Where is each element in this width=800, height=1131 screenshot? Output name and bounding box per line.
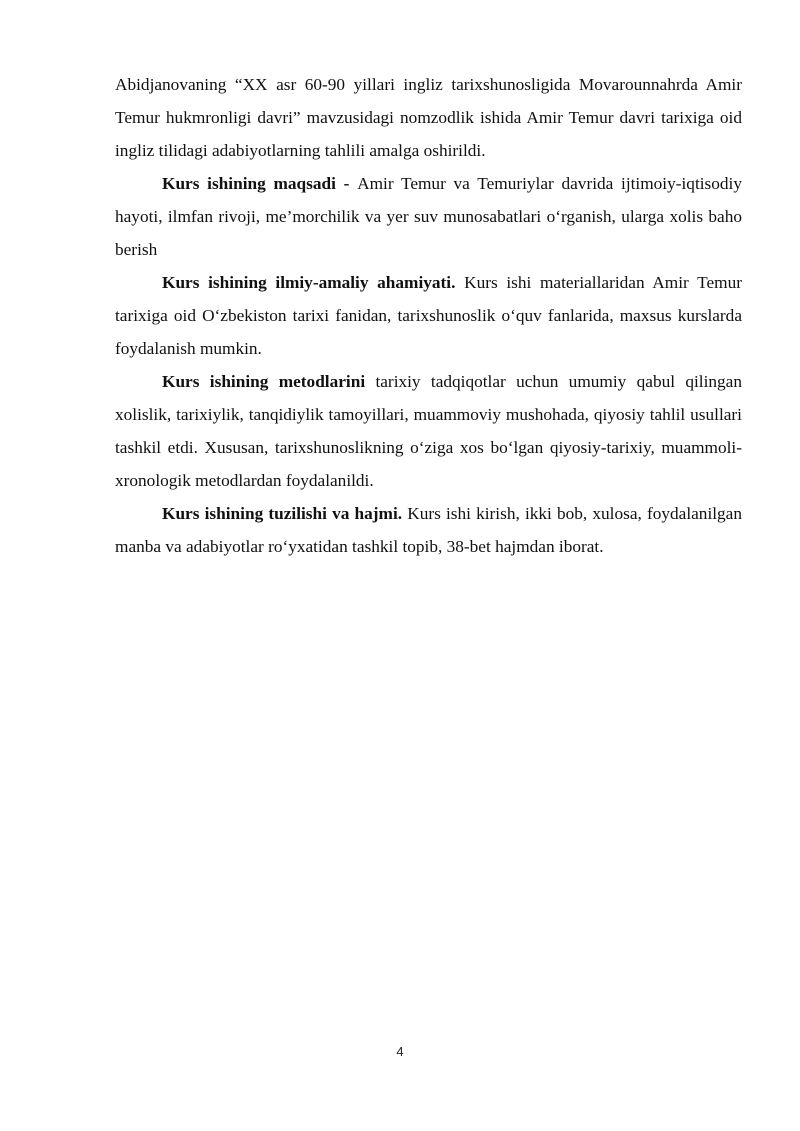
paragraph-methods xyxy=(115,365,742,497)
paragraph-text: Kurs ishi kirish, ikki bob, xulosa, foydalanilgan manba va adabiyotlar ro‘yxatidan tashkil topib, 38-bet hajmdan iborat. xyxy=(115,504,742,556)
paragraph-text: Kurs ishi materiallaridan Amir Temur tarixiga oid O‘zbekiston tarixi fanidan, tarixshunoslik o‘quv fanlarida, maxsus kurslarda foydalanish mumkin. xyxy=(115,273,742,358)
paragraph-text: Amir Temur va Temuriylar davrida ijtimoiy-iqtisodiy hayoti, ilmfan rivoji, me’morchilik va yer suv munosabatlari o‘rganish, ularga xolis baho berish xyxy=(115,174,742,259)
paragraph-heading: Kurs ishining metodlarini xyxy=(162,372,366,391)
paragraph-intro xyxy=(115,68,742,167)
page-number: 4 xyxy=(396,1044,404,1059)
paragraph-text: tarixiy tadqiqotlar uchun umumiy qabul qilingan xolislik, tarixiylik, tanqidiylik tamoyillari, muammoviy mushohada, qiyosiy tahlil usullari tashkil etdi. Xususan, tarixshunoslikning o‘ziga xos bo‘lgan qiyosiy-tarixiy, muammoli-xronologik metodlardan foydalanildi. xyxy=(115,372,742,490)
document-body xyxy=(115,68,742,563)
paragraph-structure xyxy=(115,497,742,563)
paragraph-heading: Kurs ishining tuzilishi va hajmi. xyxy=(162,504,403,523)
paragraph-heading: Kurs ishining ilmiy-amaliy ahamiyati. xyxy=(162,273,456,292)
paragraph-goal xyxy=(115,167,742,266)
paragraph-text: Abidjanovaning “XX asr 60-90 yillari ingliz tarixshunosligida Movarounnahrda Amir Temur hukmronligi davri” mavzusidagi nomzodlik ishida Amir Temur davri tarixiga oid ingliz tilidagi adabiyotlarning tahlili amalga oshirildi. xyxy=(115,75,742,160)
paragraph-heading: Kurs ishining maqsadi - xyxy=(162,174,358,193)
paragraph-significance xyxy=(115,266,742,365)
